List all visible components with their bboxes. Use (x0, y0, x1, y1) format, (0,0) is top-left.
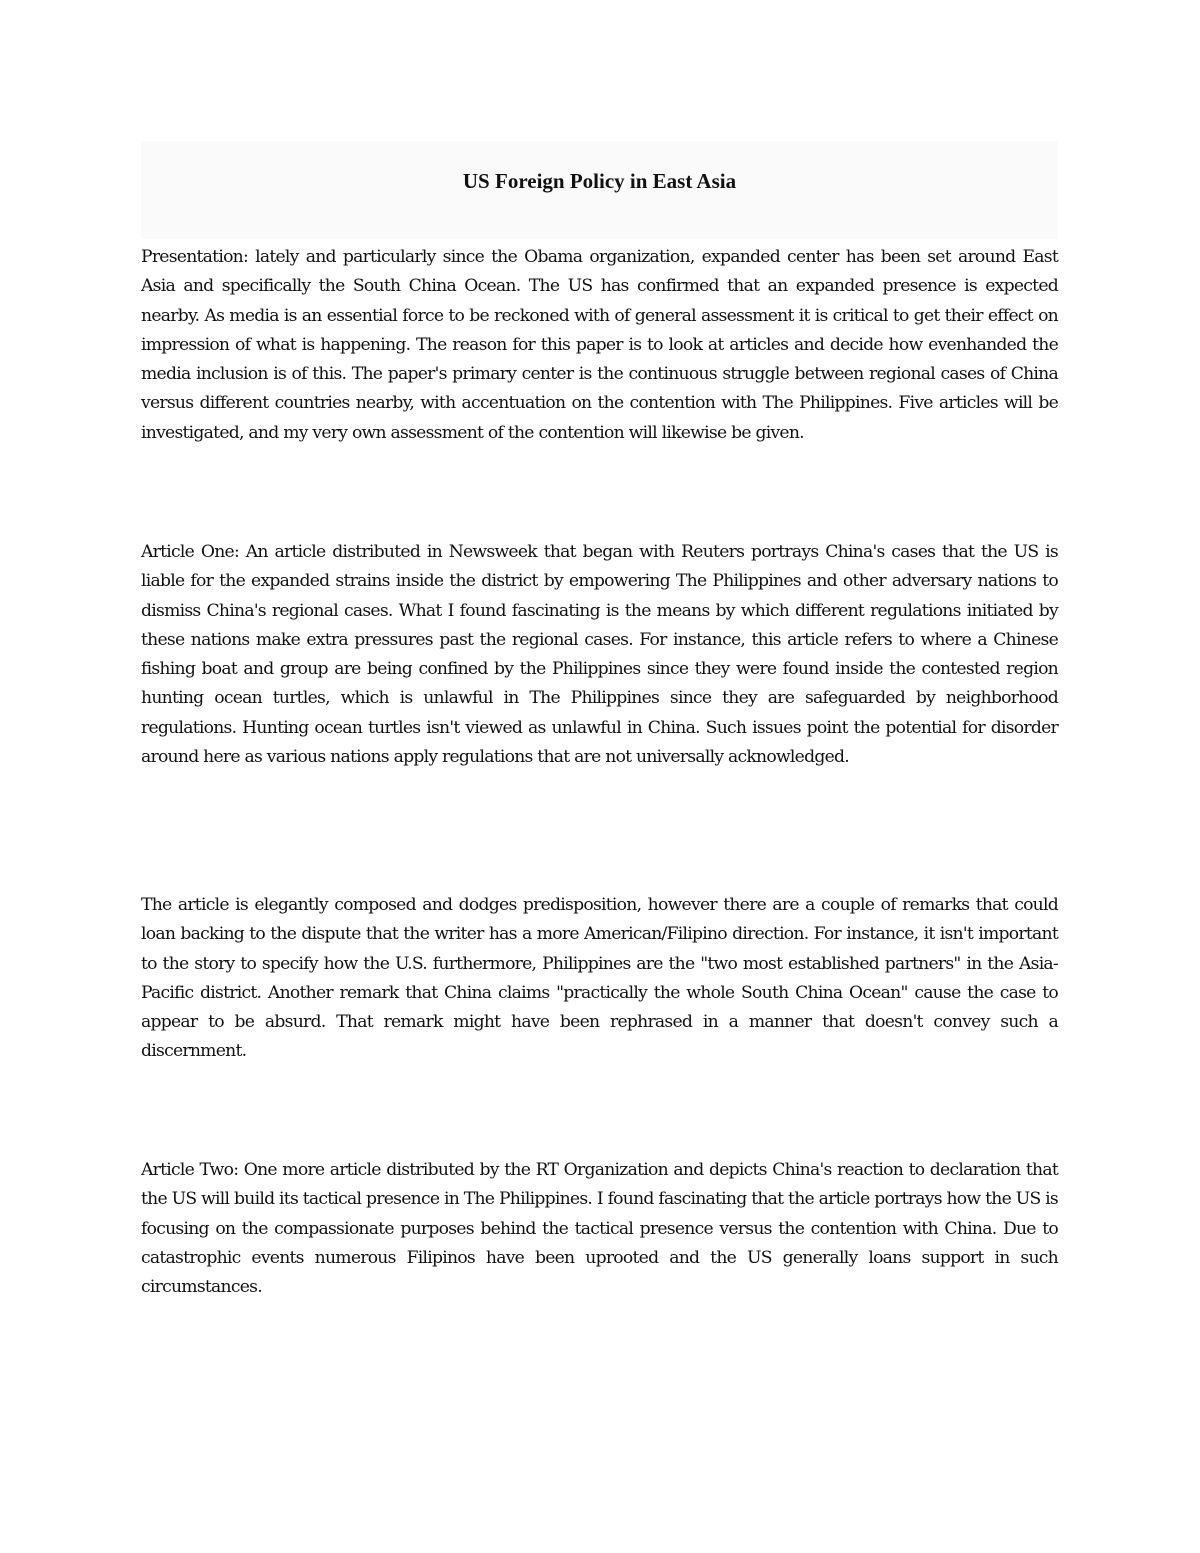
paragraph-article-two: Article Two: One more article distributed by the RT Organization and depicts China's reaction to declaration that the US will build its tactical presence in The Philippines. I found fascinating that the article portrays how the US is focusing on the compassionate purposes behind the tactical presence versus the contention with China. Due to catastrophic events numerous Filipinos have been uprooted and the US generally loans support in such circumstances. (141, 1160, 1058, 1298)
paragraph-article-one: Article One: An article distributed in Newsweek that began with Reuters portrays China's cases that the US is liable for the expanded strains inside the district by empowering The Philippines and other adversary nations to dismiss China's regional cases. What I found fascinating is the means by which different regulations initiated by these nations make extra pressures past the regional cases. For instance, this article refers to where a Chinese fishing boat and group are being confined by the Philippines since they were found inside the contested region hunting ocean turtles, which is unlawful in The Philippines since they are safeguarded by neighborhood regulations. Hunting ocean turtles isn't viewed as unlawful in China. Such issues point the potential for disorder around here as various nations apply regulations that are not universally acknowledged. (141, 542, 1058, 768)
document-title: US Foreign Policy in East Asia (462, 169, 737, 193)
paragraph-article-one-analysis: The article is elegantly composed and dodges predisposition, however there are a couple of remarks that could loan backing to the dispute that the writer has a more American/Filipino direction. For instance, it isn't important to the story to specify how the U.S. furthermore, Philippines are the "two most established partners" in the Asia-Pacific district. Another remark that China claims "practically the whole South China Ocean" cause the case to appear to be absurd. That remark might have been rephrased in a manner that doesn't convey such a discernment. (141, 895, 1058, 1062)
paragraph-presentation: Presentation: lately and particularly since the Obama organization, expanded center has been set around East Asia and specifically the South China Ocean. The US has confirmed that an expanded presence is expected nearby. As media is an essential force to be reckoned with of general assessment it is critical to get their effect on impression of what is happening. The reason for this paper is to look at articles and decide how evenhanded the media inclusion is of this. The paper's primary center is the continuous struggle between regional cases of China versus different countries nearby, with accentuation on the contention with The Philippines. Five articles will be investigated, and my very own assessment of the contention will likewise be given. (141, 247, 1058, 443)
